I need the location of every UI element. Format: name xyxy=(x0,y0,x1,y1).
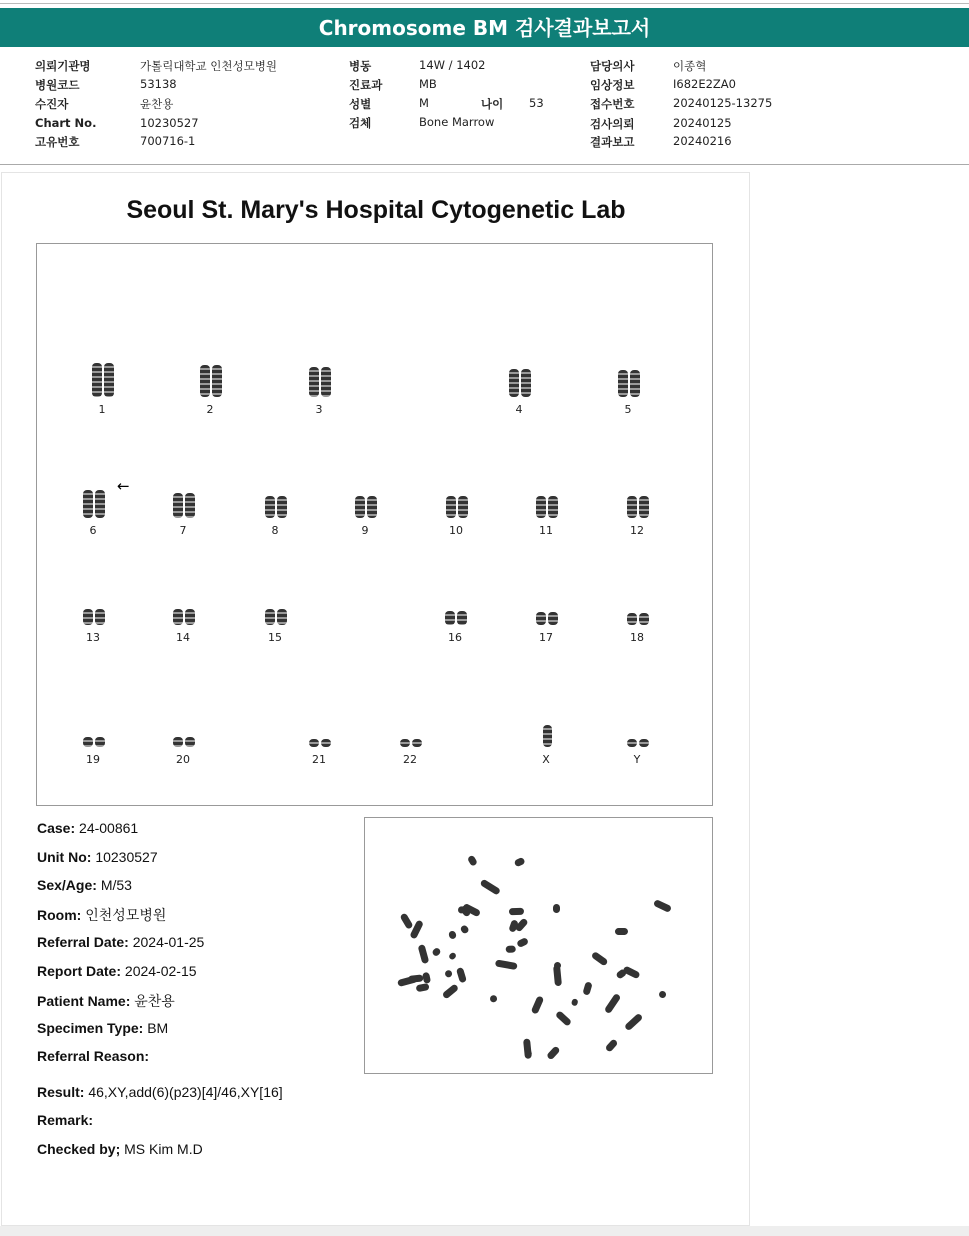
chromosome xyxy=(185,609,195,625)
info-label: 병원코드 xyxy=(35,78,80,92)
metaphase-chromosome xyxy=(546,1046,560,1061)
chromosome xyxy=(265,496,275,518)
metaphase-chromosome xyxy=(658,990,666,999)
report-field xyxy=(37,1141,203,1157)
chromosome-label: 13 xyxy=(86,631,100,644)
field-label: Room: xyxy=(37,907,82,923)
chromosome-label: 17 xyxy=(539,631,553,644)
top-divider xyxy=(0,3,969,4)
chromosome xyxy=(185,493,195,518)
chromosome xyxy=(277,496,287,518)
chromosome-label: 2 xyxy=(206,403,214,416)
chromosome xyxy=(200,365,210,397)
metaphase-chromosome xyxy=(590,950,608,966)
metaphase-chromosome xyxy=(509,908,524,916)
chromosome-label: 10 xyxy=(449,524,463,537)
field-value: 인천성모병원 xyxy=(85,907,167,923)
field-label: Referral Reason: xyxy=(37,1048,150,1064)
metaphase-chromosome xyxy=(605,1038,619,1052)
info-value: M xyxy=(419,96,429,110)
field-label: Referral Date: xyxy=(37,934,129,950)
info-label: 고유번호 xyxy=(35,135,80,149)
chromosome-label: 20 xyxy=(176,753,190,766)
chromosome xyxy=(173,609,183,625)
report-field xyxy=(37,991,175,1011)
metaphase-chromosome xyxy=(615,928,628,935)
chromosome xyxy=(639,613,649,625)
metaphase-chromosome xyxy=(516,937,529,948)
chromosome-label: 6 xyxy=(89,524,97,537)
chromosome xyxy=(173,737,183,747)
metaphase-chromosome xyxy=(448,930,457,940)
chromosome xyxy=(104,363,114,397)
info-label: 결과보고 xyxy=(590,135,635,149)
info-label: 나이 xyxy=(481,97,504,111)
chromosome xyxy=(445,611,455,625)
field-value: 2024-01-25 xyxy=(132,934,205,950)
field-value: 46,XY,add(6)(p23)[4]/46,XY[16] xyxy=(88,1084,283,1100)
chromosome xyxy=(627,496,637,518)
chromosome xyxy=(412,739,422,747)
chromosome-label: 14 xyxy=(176,631,190,644)
chromosome-label: 21 xyxy=(312,753,326,766)
report-field xyxy=(37,963,197,979)
info-value: 53 xyxy=(529,96,544,110)
chromosome-label: 11 xyxy=(539,524,553,537)
metaphase-chromosome xyxy=(418,944,430,964)
info-label: 의뢰기관명 xyxy=(35,59,91,73)
field-value: BM xyxy=(147,1020,169,1036)
info-label: 병동 xyxy=(349,59,372,73)
info-label: 검체 xyxy=(349,116,372,130)
metaphase-chromosome xyxy=(624,1013,644,1032)
report-header: Chromosome BM 검사결과보고서 xyxy=(0,8,969,47)
chromosome-label: 12 xyxy=(630,524,644,537)
chromosome-label: 22 xyxy=(403,753,417,766)
chromosome xyxy=(95,490,105,518)
metaphase-chromosome xyxy=(531,996,545,1015)
lab-title: Seoul St. Mary's Hospital Cytogenetic Lab xyxy=(126,196,626,224)
metaphase-chromosome xyxy=(583,982,593,997)
info-value: 가톨릭대학교 인천성모병원 xyxy=(140,59,277,73)
info-label: Chart No. xyxy=(35,116,97,130)
metaphase-chromosome xyxy=(653,899,672,913)
arrow-icon: ← xyxy=(117,477,130,495)
report-field xyxy=(37,1020,168,1036)
chromosome-label: 18 xyxy=(630,631,644,644)
header-divider xyxy=(0,164,969,165)
info-label: 진료과 xyxy=(349,78,383,92)
field-value: 24-00861 xyxy=(79,820,139,836)
chromosome-label: 3 xyxy=(315,403,323,416)
chromosome xyxy=(446,496,456,518)
chromosome xyxy=(265,609,275,625)
chromosome-label: 8 xyxy=(271,524,279,537)
info-value: 53138 xyxy=(140,77,177,91)
chromosome xyxy=(321,739,331,747)
metaphase-chromosome xyxy=(431,947,441,958)
info-label: 접수번호 xyxy=(590,97,635,111)
info-label: 검사의뢰 xyxy=(590,117,635,131)
info-value: 20240216 xyxy=(673,134,732,148)
info-value: MB xyxy=(419,77,437,91)
chromosome xyxy=(521,369,531,397)
chromosome xyxy=(83,737,93,747)
report-field xyxy=(37,934,204,950)
chromosome xyxy=(548,612,558,625)
metaphase-chromosome xyxy=(604,993,622,1015)
chromosome-label: 9 xyxy=(361,524,369,537)
chromosome-label: 15 xyxy=(268,631,282,644)
chromosome xyxy=(543,725,552,747)
field-label: Patient Name: xyxy=(37,993,131,1009)
metaphase-chromosome xyxy=(554,1011,571,1028)
info-value: 윤찬용 xyxy=(140,97,174,111)
field-value: 10230527 xyxy=(95,849,158,865)
field-label: Sex/Age: xyxy=(37,877,97,893)
info-label: 성별 xyxy=(349,97,372,111)
chromosome xyxy=(630,370,640,397)
info-value: 20240125-13275 xyxy=(673,96,773,110)
info-label: 수진자 xyxy=(35,97,69,111)
metaphase-chromosome xyxy=(506,946,517,953)
chromosome-label: 16 xyxy=(448,631,462,644)
chromosome xyxy=(277,609,287,625)
chromosome xyxy=(627,739,637,747)
metaphase-chromosome xyxy=(553,904,560,913)
metaphase-chromosome xyxy=(514,857,526,868)
field-value: MS Kim M.D xyxy=(124,1141,203,1157)
field-value: 2024-02-15 xyxy=(124,963,197,979)
bottom-bar xyxy=(0,1226,969,1236)
metaphase-chromosome xyxy=(456,967,467,983)
metaphase-chromosome xyxy=(570,998,578,1007)
report-field xyxy=(37,820,138,836)
metaphase-image xyxy=(364,817,713,1074)
chromosome-label: 7 xyxy=(179,524,187,537)
chromosome-label: 19 xyxy=(86,753,100,766)
field-label: Checked by; xyxy=(37,1141,121,1157)
report-field xyxy=(37,877,132,893)
info-value: Bone Marrow xyxy=(419,115,495,129)
info-label: 임상정보 xyxy=(590,78,635,92)
chromosome xyxy=(639,739,649,747)
chromosome xyxy=(95,737,105,747)
field-label: Result: xyxy=(37,1084,85,1100)
metaphase-chromosome xyxy=(397,975,418,987)
chromosome-label: Y xyxy=(633,753,641,766)
metaphase-chromosome xyxy=(444,969,453,978)
chromosome xyxy=(536,496,546,518)
metaphase-chromosome xyxy=(489,995,497,1004)
chromosome xyxy=(83,609,93,625)
chromosome xyxy=(367,496,377,518)
metaphase-chromosome xyxy=(553,961,560,969)
field-label: Case: xyxy=(37,820,76,836)
chromosome-label: X xyxy=(542,753,550,766)
karyotype-image xyxy=(36,243,713,806)
chromosome xyxy=(457,611,467,625)
metaphase-chromosome xyxy=(480,879,501,896)
chromosome xyxy=(309,367,319,397)
report-field xyxy=(37,849,158,865)
report-field xyxy=(37,1084,283,1100)
chromosome xyxy=(321,367,331,397)
info-value: 이종혁 xyxy=(673,59,707,73)
info-label: 담당의사 xyxy=(590,59,635,73)
chromosome xyxy=(400,739,410,747)
chromosome xyxy=(509,369,519,397)
metaphase-chromosome xyxy=(448,951,457,960)
field-value: M/53 xyxy=(100,877,132,893)
chromosome xyxy=(355,496,365,518)
chromosome xyxy=(618,370,628,397)
chromosome xyxy=(548,496,558,518)
info-value: 14W / 1402 xyxy=(419,58,486,72)
chromosome xyxy=(458,496,468,518)
chromosome-label: 5 xyxy=(624,403,632,416)
info-value: 10230527 xyxy=(140,116,199,130)
chromosome xyxy=(627,613,637,625)
chromosome xyxy=(536,612,546,625)
field-label: Specimen Type: xyxy=(37,1020,144,1036)
chromosome xyxy=(83,490,93,518)
metaphase-chromosome xyxy=(467,855,478,867)
report-field xyxy=(37,905,166,925)
field-label: Report Date: xyxy=(37,963,122,979)
chromosome xyxy=(173,493,183,518)
field-value: 윤찬용 xyxy=(134,993,175,1009)
field-label: Remark: xyxy=(37,1112,94,1128)
chromosome xyxy=(309,739,319,747)
chromosome xyxy=(185,737,195,747)
info-value: 20240125 xyxy=(673,116,732,130)
chromosome xyxy=(95,609,105,625)
report-field xyxy=(37,1112,93,1128)
info-value: 700716-1 xyxy=(140,134,196,148)
metaphase-chromosome xyxy=(415,983,429,992)
metaphase-chromosome xyxy=(442,983,459,999)
chromosome xyxy=(212,365,222,397)
metaphase-chromosome xyxy=(496,960,518,971)
report-field xyxy=(37,1048,149,1064)
chromosome xyxy=(92,363,102,397)
info-value: I682E2ZA0 xyxy=(673,77,736,91)
chromosome-label: 1 xyxy=(98,403,106,416)
metaphase-chromosome xyxy=(400,912,414,929)
metaphase-chromosome xyxy=(422,971,431,984)
metaphase-chromosome xyxy=(459,923,470,934)
field-label: Unit No: xyxy=(37,849,92,865)
chromosome xyxy=(639,496,649,518)
chromosome-label: 4 xyxy=(515,403,523,416)
